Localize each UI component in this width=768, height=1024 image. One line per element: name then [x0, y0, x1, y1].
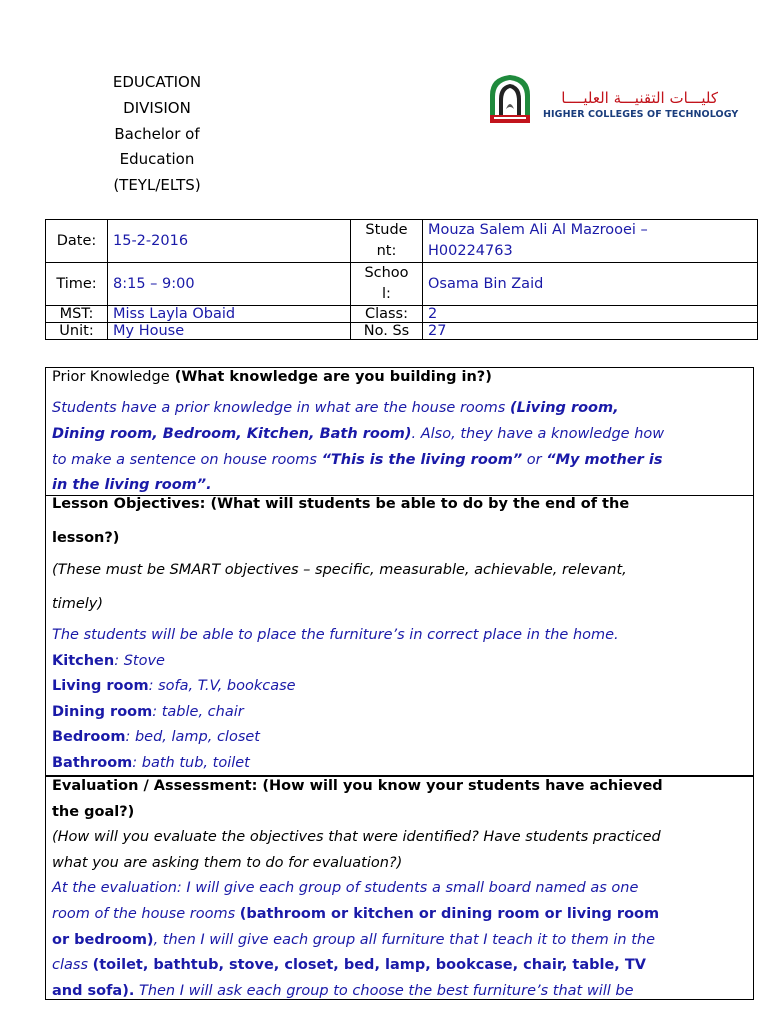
hct-logo [486, 73, 739, 125]
evaluation-question-line-1: (How will you evaluate the objectives that were identified? Have students practiced [52, 829, 661, 846]
prior-text-1a: Students have a prior knowledge in what are the house rooms [52, 400, 510, 416]
evaluation-answer [52, 876, 747, 1004]
objective-item [52, 674, 747, 700]
objective-things: : bed, lamp, closet [125, 729, 260, 746]
school-label [351, 263, 423, 306]
nss-label: No. Ss [351, 323, 423, 340]
prior-knowledge-section [45, 367, 754, 496]
prior-text-2b: . Also, they have a knowledge how [411, 425, 665, 442]
evaluation-heading-line-2: the goal?) [52, 803, 135, 820]
objective-room: Kitchen [52, 652, 115, 669]
evaluation-answer-line-5 [52, 979, 747, 1005]
objectives-list [52, 623, 747, 777]
heading-line-1: EDUCATION [112, 73, 202, 91]
eval-text-3a: or bedroom) [52, 931, 154, 948]
evaluation-section [45, 776, 754, 1000]
objectives-intro: The students will be able to place the furniture’s in correct place in the home. [52, 627, 619, 643]
date-label: Date: [46, 220, 108, 263]
prior-answer [52, 396, 747, 499]
prior-heading-question: (What knowledge are you building in?) [169, 369, 492, 385]
prior-text-1b: (Living room, [509, 400, 619, 416]
heading-line-2: DIVISION [123, 98, 191, 117]
nss-value: 27 [423, 323, 758, 340]
prior-heading-title: Prior Knowledge [52, 369, 170, 385]
eval-text-4a: class [52, 957, 93, 974]
eval-text-5b: Then I will ask each group to choose the best furniture’s that will be [134, 982, 634, 999]
objectives-heading [52, 487, 747, 555]
evaluation-answer-line-4 [52, 953, 747, 979]
class-value: 2 [423, 306, 758, 323]
objective-item [52, 649, 747, 675]
heading-line-5: (TEYL/ELTS) [113, 176, 201, 195]
mst-value: Miss Layla Obaid [108, 306, 351, 323]
objective-things: : table, chair [152, 703, 244, 720]
heading-line-4: Education [119, 150, 195, 169]
prior-text-3a: to make a sentence on house rooms [52, 451, 322, 468]
prior-text-3c: or [522, 451, 547, 468]
evaluation-question [52, 825, 747, 876]
class-label: Class: [351, 306, 423, 323]
student-label-line-1: Stude [365, 222, 408, 238]
objectives-heading-line-2: lesson?) [52, 530, 120, 546]
heading-line-3: Bachelor of [114, 124, 200, 143]
objective-things: : Stove [114, 652, 165, 669]
prior-heading [52, 366, 747, 388]
student-value-line-2: H00224763 [428, 243, 513, 259]
evaluation-answer-line-1: At the evaluation: I will give each group of students a small board named as one [52, 880, 639, 897]
division-heading [92, 70, 222, 199]
smart-note-line-1: (These must be SMART objectives – specific, measurable, achievable, relevant, [52, 562, 627, 578]
prior-text-3b: “This is the living room” [321, 451, 523, 468]
prior-text-2a: Dining room, Bedroom, Kitchen, Bath room) [52, 425, 412, 442]
lesson-objectives-section [45, 495, 754, 776]
objective-item [52, 751, 747, 777]
eval-text-5a: and sofa). [52, 982, 135, 999]
eval-text-3b: , then I will give each group all furniture that I teach it to them in the [153, 931, 656, 948]
unit-value: My House [108, 323, 351, 340]
school-value: Osama Bin Zaid [423, 263, 758, 306]
hct-emblem-icon [486, 73, 534, 125]
logo-english-text: HIGHER COLLEGES OF TECHNOLOGY [543, 109, 739, 120]
objective-things: : sofa, T.V, bookcase [148, 678, 296, 695]
objectives-smart-note [52, 553, 747, 621]
evaluation-answer-line-3 [52, 928, 747, 954]
time-label: Time: [46, 263, 108, 306]
date-value: 15-2-2016 [108, 220, 351, 263]
objective-item [52, 725, 747, 751]
eval-text-2a: room of the house rooms [52, 905, 240, 922]
mst-label: MST: [46, 306, 108, 323]
objective-room: Dining room [52, 703, 153, 720]
time-value: 8:15 – 9:00 [108, 263, 351, 306]
unit-label: Unit: [46, 323, 108, 340]
evaluation-heading-line-1: Evaluation / Assessment: (How will you know your students have achieved [52, 778, 663, 794]
objective-room: Living room [52, 678, 149, 695]
student-label [351, 220, 423, 263]
objectives-heading-line-1: Lesson Objectives: (What will students be able to do by the end of the [52, 496, 630, 512]
evaluation-answer-line-2 [52, 902, 747, 928]
student-label-line-2: nt: [376, 243, 397, 259]
student-value [423, 220, 758, 263]
smart-note-line-2: timely) [52, 596, 104, 612]
school-label-line-1: Schoo [364, 265, 409, 281]
prior-text-4b: . [206, 477, 212, 494]
objective-item [52, 700, 747, 726]
school-label-line-2: l: [382, 286, 391, 302]
prior-text-4a: in the living room” [52, 477, 207, 494]
objective-room: Bedroom [52, 729, 126, 746]
student-value-line-1: Mouza Salem Ali Al Mazrooei – [428, 222, 648, 238]
objective-things: : bath tub, toilet [132, 754, 250, 771]
prior-text-3d: “My mother is [546, 451, 663, 468]
eval-text-2b: (bathroom or kitchen or dining room or living room [239, 905, 660, 922]
evaluation-heading [52, 774, 747, 825]
lesson-info-table [45, 219, 758, 340]
eval-text-4b: (toilet, bathtub, stove, closet, bed, lamp, bookcase, chair, table, TV [92, 957, 646, 974]
objective-room: Bathroom [52, 754, 133, 771]
logo-arabic-text: كليـــات التقنيـــة العليــــا [561, 89, 718, 107]
evaluation-question-line-2: what you are asking them to do for evaluation?) [52, 854, 403, 871]
